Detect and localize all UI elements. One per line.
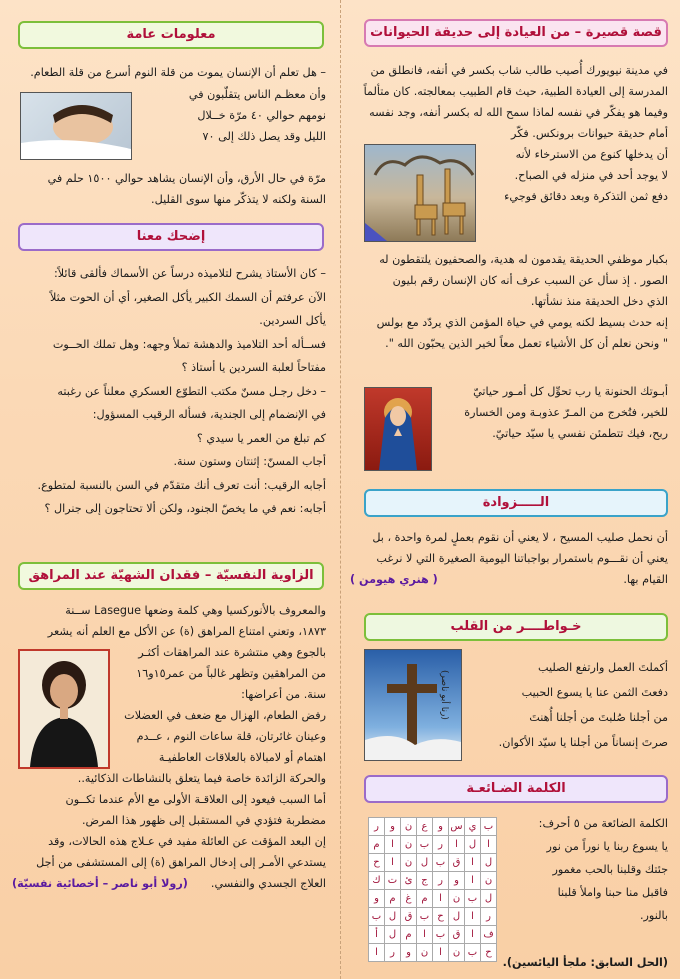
word-previous: (الحل السابق: ملجأ اليائسين). xyxy=(502,956,668,969)
story-text-bottom xyxy=(350,249,668,354)
story-line: المدرسة إلى العيادة الطبية، حيث قام الطبيب بمعالجته. كان متألماً xyxy=(363,85,668,98)
zad-title: الـــــزوادة xyxy=(364,489,668,517)
info-text-bottom xyxy=(12,168,326,210)
grid-cell: ج xyxy=(417,872,433,890)
grid-cell: ل xyxy=(417,854,433,872)
grid-cell: ع xyxy=(417,818,433,836)
right-column xyxy=(340,0,680,979)
grid-cell: ر xyxy=(481,908,497,926)
grid-cell: ر xyxy=(433,872,449,890)
grid-cell: ن xyxy=(481,872,497,890)
grid-row xyxy=(369,854,497,872)
grid-cell: ا xyxy=(465,908,481,926)
story-line: أن يدخلها كنوع من الاسترخاء لأنه xyxy=(515,148,668,161)
grid-cell: ا xyxy=(433,890,449,908)
word-line: فاقبل منا حبنا واملأ قلبنا xyxy=(557,886,668,899)
psych-line: مضطربة فتؤدي في المستقبل إلى ظهور هذا المرض. xyxy=(81,814,326,827)
sleeping-person-icon xyxy=(21,93,131,159)
zad-line: يعني أن نقـــوم باستمرار بواجباتنا اليومية الصغيرة التي لا نرغب xyxy=(376,552,668,565)
psych-title: الزاوية النفسيّة – فقدان الشهيّة عند المراهق xyxy=(18,562,324,590)
grid-cell: و xyxy=(449,872,465,890)
grid-cell: ب xyxy=(481,818,497,836)
girl-portrait-icon xyxy=(20,651,108,767)
info-line: – هل تعلم أن الإنسان يموت من قلة النوم أسرع من قلة الطعام. xyxy=(30,66,326,79)
zad-line: أن نحمل صليب المسيح ، لا يعني أن نقوم بعملٍ لمرة واحدة ، بل xyxy=(372,531,668,544)
story-line: الذي دخل الحديقة منذ نشأتها. xyxy=(530,295,668,308)
laugh-line: يأكل السردين. xyxy=(259,314,326,327)
heart-title: خـواطــــر من القلب xyxy=(364,613,668,641)
info-line: مرّة في حال الأرق، وأن الإنسان يشاهد حوالي ١٥٠٠ حلم في xyxy=(47,172,326,185)
grid-cell: ا xyxy=(417,926,433,944)
psych-line: ١٨٧٣، وتعني امتناع المراهق (ة) عن الأكل مع العلم أنه يشعر xyxy=(47,625,326,638)
story-line: لا يوجد أحد في منزله في الصباح. xyxy=(514,169,668,182)
grid-cell: ك xyxy=(369,872,385,890)
story-line: " ونحن نعلم أن كل الأشياء تعمل معاً لخير الذين يحبّون الله ". xyxy=(385,337,668,350)
psych-signature: (رولا أبو ناصر – أخصائية نفسيّة) xyxy=(12,877,188,890)
grid-cell: ر xyxy=(385,944,401,962)
grid-cell: ل xyxy=(481,890,497,908)
word-title: الكلمة الضـائعـة xyxy=(364,775,668,803)
info-line: نومهم حوالي ٤٠ مرّة خــلال xyxy=(197,109,326,122)
grid-cell: ر xyxy=(369,818,385,836)
word-line: بالنور. xyxy=(639,909,668,922)
info-text-top xyxy=(12,62,326,83)
psych-last-row xyxy=(12,873,326,894)
grid-cell: ل xyxy=(481,854,497,872)
grid-cell: ئ xyxy=(401,872,417,890)
info-line: السنة ولكنه لا يتذكّر منها سوى القليل. xyxy=(151,193,326,206)
grid-cell: ن xyxy=(401,836,417,854)
grid-cell: م xyxy=(385,890,401,908)
heart-line: أكملتَ العمل وارتفع الصليب xyxy=(537,661,668,674)
psych-line: سنة. من أعراضها: xyxy=(241,688,326,701)
psych-line: العلاج الجسدي والنفسي. xyxy=(210,877,326,890)
story-prayer xyxy=(433,381,668,444)
cross-image-caption: (رنا أبو ناصر) xyxy=(439,670,449,720)
laugh-line: فســأله أحد التلاميذ والدهشة تملأ وجهه: وهل تملك الحــوت xyxy=(52,337,326,351)
grid-cell: ن xyxy=(401,854,417,872)
grid-cell: ن xyxy=(401,818,417,836)
grid-row xyxy=(369,926,497,944)
grid-row xyxy=(369,890,497,908)
heart-line: من أجلنا صُلبتَ من أجلنا أُهنتَ xyxy=(529,711,668,724)
psych-line: بالجوع وهي منتشرة عند المراهقات أكثـر xyxy=(138,646,326,659)
story-line: وفيما هو يفكّر في نفسه لماذا سمح الله له بكسر أنفه، وجد نفسه xyxy=(369,106,668,119)
grid-cell: ب xyxy=(417,836,433,854)
grid-cell: و xyxy=(369,890,385,908)
psych-text-mid xyxy=(112,642,326,768)
grid-row xyxy=(369,872,497,890)
grid-cell: و xyxy=(401,944,417,962)
grid-cell: ب xyxy=(369,908,385,926)
grid-cell: غ xyxy=(401,890,417,908)
psych-text-bottom xyxy=(12,768,326,894)
zad-signature: ( هنري هيومن ) xyxy=(350,573,438,586)
laugh-line: مفتاحاً لعلبة السردين يا أستاذ ؟ xyxy=(181,361,326,374)
story-text-mid xyxy=(488,123,668,207)
story-text-top xyxy=(350,60,668,123)
grid-cell: ب xyxy=(417,908,433,926)
grid-row xyxy=(369,836,497,854)
psych-line: أما السبب فيعود إلى العلاقـة الأولى مع الأم عندما تكــون xyxy=(65,793,326,806)
grid-cell: م xyxy=(369,836,385,854)
story-line: الصور . إذ سأل عن السبب عرف أنه كان الإنسان رقم بليون xyxy=(392,274,668,287)
grid-cell: ق xyxy=(449,854,465,872)
story-line: للخير، فتُخرج من المـرّ عذوبـة ومن الخسارة xyxy=(464,406,668,419)
grid-cell: ا xyxy=(481,836,497,854)
laugh-line: الآن عرفتم أن السمك الكبير يأكل الصغير، أي أن الحوت مثلاً xyxy=(49,290,326,304)
grid-cell: ت xyxy=(385,872,401,890)
grid-cell: ا xyxy=(465,872,481,890)
giraffe-icon xyxy=(365,145,475,241)
laugh-line: أجابه: نعم في ما يخصّ الجنود، ولكن ألا تحتاجون إلى جنرال ؟ xyxy=(44,502,326,515)
word-line: جئتك وقلبنا بالحب مغمور xyxy=(552,863,668,876)
word-line: يا يسوع ربنا يا نوراً من نور xyxy=(546,840,668,853)
grid-cell: و xyxy=(385,818,401,836)
grid-cell: ر xyxy=(433,836,449,854)
grid-cell: ب xyxy=(465,890,481,908)
info-line: وأن معظـم الناس يتقلّبون في xyxy=(188,88,326,101)
grid-cell: م xyxy=(417,890,433,908)
praying-figure-icon xyxy=(365,388,431,470)
grid-cell: و xyxy=(433,818,449,836)
grid-cell: ا xyxy=(385,836,401,854)
grid-cell: ب xyxy=(465,944,481,962)
laugh-line: كم تبلغ من العمر يا سيدي ؟ xyxy=(196,431,326,445)
grid-row xyxy=(369,818,497,836)
psych-line: من المراهقين وتظهر غالباً من عمر١٥و١٦ xyxy=(136,667,326,680)
laugh-line: – كان الأستاذ يشرح لتلاميذه درساً عن الأسماك فألقى قائلاً: xyxy=(53,267,326,280)
teen-girl-photo xyxy=(18,649,110,769)
laugh-line: أجاب المسنّ: إثنتان وستون سنة. xyxy=(173,455,326,468)
grid-cell: ق xyxy=(449,926,465,944)
psych-line: يستدعي الأمـر إلى إدخال المراهق (ة) إلى المستشفى من أجل xyxy=(36,856,326,869)
laugh-title: إضحك معنا xyxy=(18,223,324,251)
grid-cell: ل xyxy=(465,836,481,854)
virgin-mary-image xyxy=(364,387,432,471)
grid-cell: ا xyxy=(465,854,481,872)
story-title: قصة قصيرة – من العيادة إلى حديقة الحيوانات xyxy=(364,19,668,47)
giraffe-photo xyxy=(364,144,476,242)
info-text-mid xyxy=(138,84,326,147)
grid-row xyxy=(369,908,497,926)
info-title: معلومات عامة xyxy=(18,21,324,49)
grid-cell: ن xyxy=(417,944,433,962)
grid-cell: ن xyxy=(449,890,465,908)
heart-text xyxy=(458,655,668,755)
grid-cell: ا xyxy=(465,926,481,944)
story-line: ربح، فيك تتطمئن نفسي يا سيّد حياتيّ. xyxy=(492,427,668,440)
info-line: الليل وقد يصل ذلك إلى ٧٠ xyxy=(202,130,326,143)
word-line: الكلمة الضائعة من ٥ أحرف: xyxy=(538,817,668,830)
grid-cell: ا xyxy=(369,944,385,962)
grid-cell: ي xyxy=(465,818,481,836)
grid-cell: ا xyxy=(385,854,401,872)
psych-line: وعينان غائرتان، قلة ساعات النوم ، عــدم xyxy=(136,730,326,743)
word-search-grid xyxy=(368,817,497,962)
grid-cell: ح xyxy=(369,854,385,872)
psych-line: اهتمام أو لامبالاة بالعلاقات العاطفيـة xyxy=(158,751,326,764)
grid-cell: ب xyxy=(433,854,449,872)
grid-cell: ن xyxy=(449,944,465,962)
grid-cell: ل xyxy=(385,908,401,926)
grid-cell: ا xyxy=(449,836,465,854)
grid-cell: م xyxy=(401,926,417,944)
zad-text xyxy=(350,527,668,590)
cross-image xyxy=(364,649,462,761)
heart-line: دفعتَ الثمن عنا يا يسوع الحبيب xyxy=(521,686,668,699)
zad-line: القيام بها. xyxy=(623,573,668,586)
grid-cell: س xyxy=(449,818,465,836)
grid-cell: ل xyxy=(385,926,401,944)
story-line: دفع ثمن التذكرة وبعد دقائق فوجيء xyxy=(504,190,668,203)
laugh-line: – دخل رجـل مسنّ مكتب التطوّع العسكري معلناً عن رغبته xyxy=(57,384,326,398)
psych-line: والمعروف بالأنوركسيا وهي كلمة وضعها Lasegue ســنة xyxy=(65,604,326,617)
grid-cell: ق xyxy=(401,908,417,926)
psych-line: رفض الطعام، الهزال مع ضعف في العضلات xyxy=(124,709,326,722)
grid-cell: ا xyxy=(433,944,449,962)
laugh-line: في الإنضمام إلى الجندية، فسأله الرقيب المسؤول: xyxy=(92,408,326,421)
word-text xyxy=(508,812,668,927)
psych-line: والحركة الزائدة خاصة فيما يتعلق بالنشاطات الذكائية.. xyxy=(77,772,326,785)
psych-line: إن البعد المؤقت عن العائلة مفيد في عـلاج هذه الحالات، وقد xyxy=(48,835,326,848)
story-line: في مدينة نيويورك أُصيب طالب شاب بكسر في أنفه، فانطلق من xyxy=(370,64,668,77)
story-line: إنه حدث بسيط لكنه يومي في حياة المؤمن الذي يردّد مع بولس xyxy=(376,316,668,329)
grid-cell: ل xyxy=(449,908,465,926)
laugh-line: أجابه الرقيب: أنت تعرف أنك متقدّم في السن بالنسبة لمتطوع. xyxy=(37,478,326,492)
sleeping-boy-photo xyxy=(20,92,132,160)
story-line: أمام حديقة حيوانات برونكس. فكّر xyxy=(511,127,668,140)
grid-cell: ف xyxy=(481,926,497,944)
grid-cell: ح xyxy=(481,944,497,962)
grid-cell: ب xyxy=(433,926,449,944)
laugh-text xyxy=(12,262,326,521)
zad-last-row xyxy=(350,569,668,590)
grid-cell: ح xyxy=(433,908,449,926)
story-line: أبـوتك الحنونة يا رب تحوِّل كل أمـور حياتيّ xyxy=(473,385,668,398)
grid-cell: أ xyxy=(369,926,385,944)
heart-line: صرتَ إنساناً من أجلنا يا سيّد الأكوان. xyxy=(498,736,668,749)
psych-text-top xyxy=(12,600,326,642)
story-line: بكبار موظفي الحديقة يقدمون له هدية، والصحفيون يلتقطون له xyxy=(379,253,668,266)
